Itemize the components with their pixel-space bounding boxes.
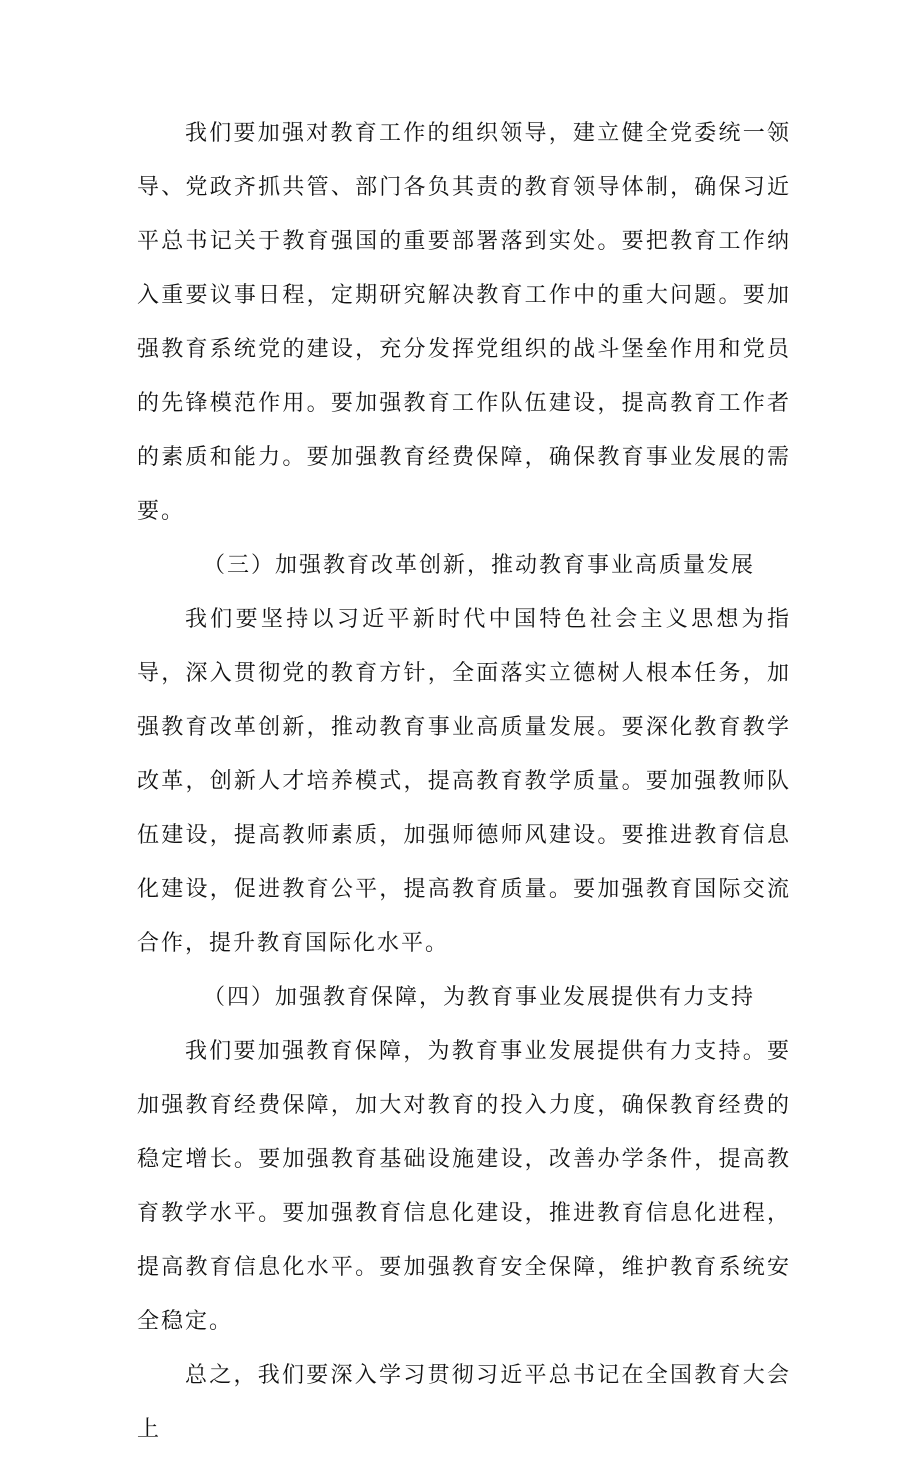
paragraph-reform: 我们要坚持以习近平新时代中国特色社会主义思想为指导，深入贯彻党的教育方针，全面落实立德树人根本任务，加强教育改革创新，推动教育事业高质量发展。要深化教育教学改革，创新人才培养模式，提高教育教学质量。要加强教师队伍建设，提高教师素质，加强师德师风建设。要推进教育信息化建设，促进教育公平，提高教育质量。要加强教育国际交流合作，提升教育国际化水平。 (137, 607, 791, 956)
paragraph-guarantee: 我们要加强教育保障，为教育事业发展提供有力支持。要加强教育经费保障，加大对教育的投入力度，确保教育经费的稳定增长。要加强教育基础设施建设，改善办学条件，提高教育教学水平。要加强教育信息化建设，推进教育信息化进程，提高教育信息化水平。要加强教育安全保障，维护教育系统安全稳定。 (137, 1039, 791, 1334)
paragraph-conclusion: 总之，我们要深入学习贯彻习近平总书记在全国教育大会上 (137, 1363, 791, 1442)
document-body (137, 107, 791, 1457)
section-heading-3: （三）加强教育改革创新，推动教育事业高质量发展 (203, 553, 756, 578)
paragraph-leadership: 我们要加强对教育工作的组织领导，建立健全党委统一领导、党政齐抓共管、部门各负其责的教育领导体制，确保习近平总书记关于教育强国的重要部署落到实处。要把教育工作纳入重要议事日程，定期研究解决教育工作中的重大问题。要加强教育系统党的建设，充分发挥党组织的战斗堡垒作用和党员的先锋模范作用。要加强教育工作队伍建设，提高教育工作者的素质和能力。要加强教育经费保障，确保教育事业发展的需要。 (137, 121, 791, 524)
section-heading-4: （四）加强教育保障，为教育事业发展提供有力支持 (203, 985, 756, 1010)
